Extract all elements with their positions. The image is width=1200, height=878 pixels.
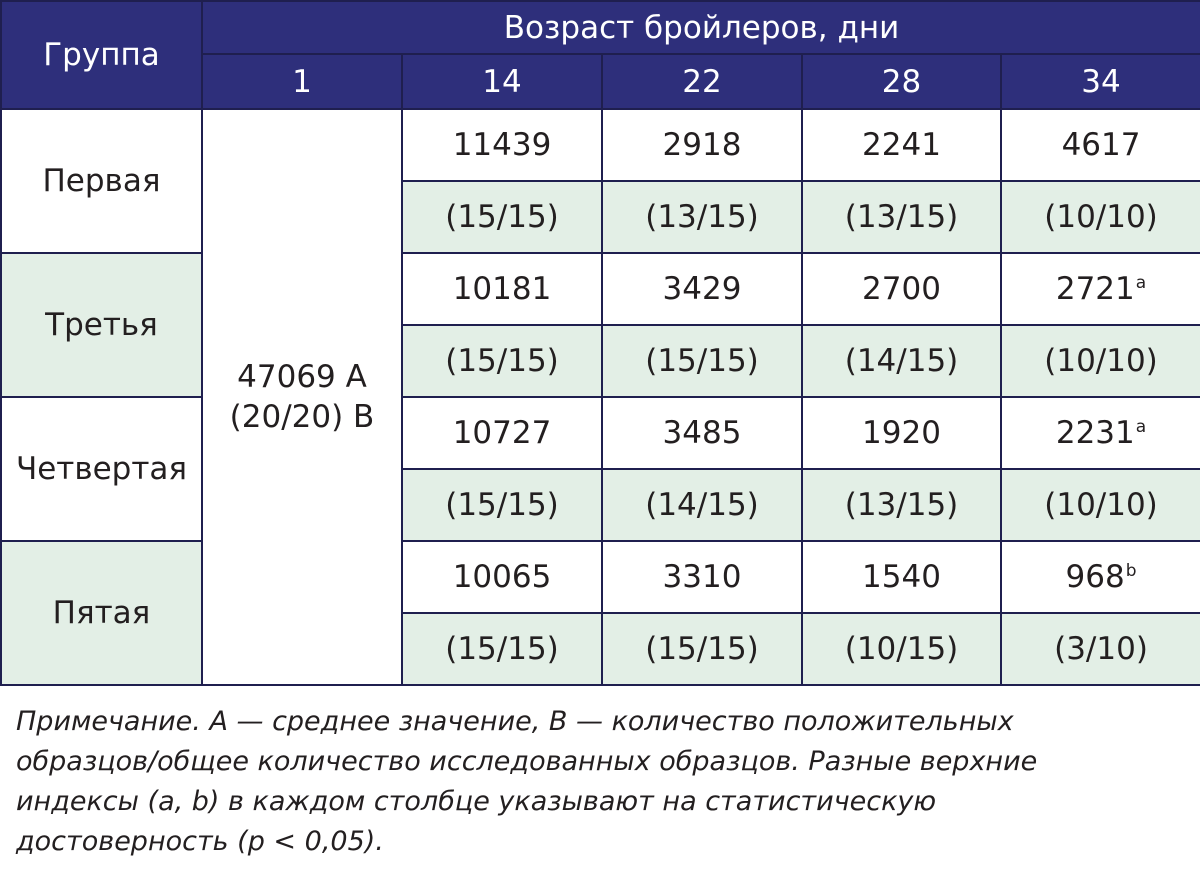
count-value: (15/15) — [602, 325, 802, 397]
mean-value-cell — [402, 109, 602, 181]
mean-value: 1540 — [862, 559, 941, 595]
group-name: Пятая — [1, 541, 202, 685]
count-value: (13/15) — [802, 181, 1001, 253]
count-value: (10/15) — [802, 613, 1001, 685]
mean-value-cell — [1001, 109, 1200, 181]
day1-count: (20/20) В — [229, 399, 375, 435]
count-value: (10/10) — [1001, 469, 1200, 541]
count-value: (3/10) — [1001, 613, 1200, 685]
table-row — [1, 109, 1200, 181]
table-body — [1, 109, 1200, 685]
table-row — [1, 253, 1200, 325]
day1-mean: 47069 А — [237, 359, 367, 395]
day1-value — [202, 109, 402, 685]
mean-value: 10065 — [452, 559, 552, 595]
mean-value: 2231 — [1055, 415, 1135, 451]
significance-index: a — [1135, 273, 1147, 293]
mean-value: 2721 — [1055, 271, 1135, 307]
mean-value: 2241 — [862, 127, 941, 163]
mean-value-cell — [602, 109, 802, 181]
group-name: Первая — [1, 109, 202, 253]
mean-value-cell — [802, 109, 1001, 181]
group-name: Четвертая — [1, 397, 202, 541]
mean-value-cell — [802, 253, 1001, 325]
count-value: (10/10) — [1001, 325, 1200, 397]
day-header: 22 — [602, 54, 802, 109]
mean-value-cell — [1001, 541, 1200, 613]
count-value: (14/15) — [602, 469, 802, 541]
count-value: (13/15) — [602, 181, 802, 253]
note-line: образцов/общее количество исследованных образцов. Разные верхние — [16, 746, 1038, 777]
count-value: (15/15) — [402, 613, 602, 685]
mean-value: 10727 — [452, 415, 552, 451]
mean-value-cell — [802, 541, 1001, 613]
day-header: 34 — [1001, 54, 1200, 109]
count-value: (15/15) — [402, 469, 602, 541]
mean-value: 3485 — [662, 415, 742, 451]
mean-value-cell — [602, 253, 802, 325]
mean-value: 1920 — [862, 415, 941, 451]
note-line: индексы (a, b) в каждом столбце указывают на статистическую — [16, 786, 937, 817]
mean-value: 11439 — [452, 127, 552, 163]
mean-value: 3429 — [662, 271, 742, 307]
significance-index: b — [1125, 561, 1137, 581]
mean-value-cell — [602, 541, 802, 613]
count-value: (15/15) — [602, 613, 802, 685]
mean-value-cell — [402, 397, 602, 469]
day-header: 14 — [402, 54, 602, 109]
mean-value-cell — [1001, 397, 1200, 469]
count-value: (13/15) — [802, 469, 1001, 541]
mean-value-cell — [802, 397, 1001, 469]
mean-value: 3310 — [662, 559, 742, 595]
table-note — [16, 702, 1176, 862]
mean-value: 968 — [1065, 559, 1125, 595]
count-value: (15/15) — [402, 325, 602, 397]
mean-value: 2918 — [662, 127, 742, 163]
count-value: (10/10) — [1001, 181, 1200, 253]
table-row — [1, 541, 1200, 613]
day-header: 1 — [202, 54, 402, 109]
note-line: Примечание. А — среднее значение, В — количество положительных — [16, 706, 1014, 737]
note-line: достоверность (p < 0,05). — [16, 826, 384, 857]
mean-value-cell — [402, 253, 602, 325]
day-header: 28 — [802, 54, 1001, 109]
group-column-header: Группа — [1, 1, 202, 109]
count-value: (15/15) — [402, 181, 602, 253]
mean-value: 4617 — [1061, 127, 1141, 163]
mean-value: 10181 — [452, 271, 552, 307]
mean-value-cell — [1001, 253, 1200, 325]
mean-value-cell — [602, 397, 802, 469]
table-row — [1, 397, 1200, 469]
age-column-header: Возраст бройлеров, дни — [202, 1, 1200, 54]
significance-index: a — [1135, 417, 1147, 437]
count-value: (14/15) — [802, 325, 1001, 397]
mean-value: 2700 — [862, 271, 941, 307]
group-name: Третья — [1, 253, 202, 397]
mean-value-cell — [402, 541, 602, 613]
